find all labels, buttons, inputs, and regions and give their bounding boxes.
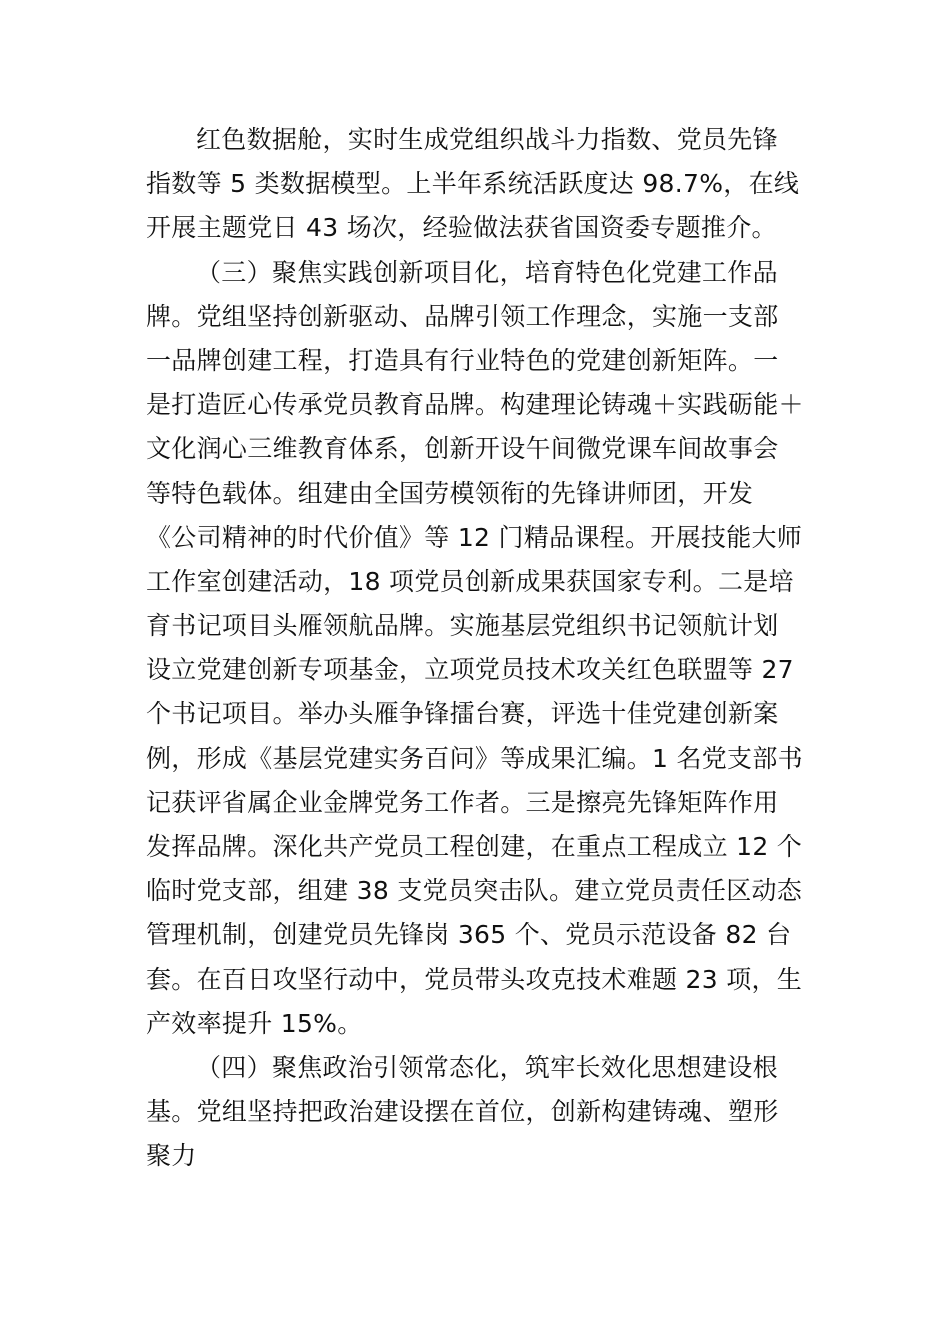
text-line: 开展主题党日 43 场次，经验做法获省国资委专题推介。 [146, 213, 777, 243]
text-line: 管理机制，创建党员先锋岗 365 个、党员示范设备 82 台 [146, 920, 792, 950]
text-line: 个书记项目。举办头雁争锋擂台赛，评选十佳党建创新案 [146, 699, 779, 729]
text-line: 产效率提升 15%。 [146, 1008, 363, 1038]
text-line: 聚力 [146, 1141, 197, 1171]
text-line: 例，形成《基层党建实务百问》等成果汇编。1 名党支部书 [146, 743, 803, 773]
text-line: 育书记项目头雁领航品牌。实施基层党组织书记领航计划 [146, 611, 779, 641]
text-line: 文化润心三维教育体系，创新开设午间微党课车间故事会 [146, 434, 779, 464]
text-line: 设立党建创新专项基金，立项党员技术攻关红色联盟等 27 [146, 655, 794, 685]
body-text [146, 118, 816, 1179]
text-line: （三）聚焦实践创新项目化，培育特色化党建工作品 [196, 257, 778, 287]
text-line: 指数等 5 类数据模型。上半年系统活跃度达 98.7%，在线 [146, 169, 800, 199]
text-line: 红色数据舱，实时生成党组织战斗力指数、党员先锋 [196, 125, 778, 154]
text-line: 是打造匠心传承党员教育品牌。构建理论铸魂＋实践砺能＋ [146, 390, 804, 420]
text-line: 基。党组坚持把政治建设摆在首位，创新构建铸魂、塑形 [146, 1097, 779, 1127]
text-line: 牌。党组坚持创新驱动、品牌引领工作理念，实施一支部 [146, 301, 779, 331]
text-line: 记获评省属企业金牌党务工作者。三是擦亮先锋矩阵作用 [146, 787, 779, 817]
text-line: 一品牌创建工程，打造具有行业特色的党建创新矩阵。一 [146, 345, 779, 375]
text-line: 套。在百日攻坚行动中，党员带头攻克技术难题 23 项，生 [146, 964, 803, 994]
text-line: 发挥品牌。深化共产党员工程创建，在重点工程成立 12 个 [146, 832, 803, 861]
text-line: 工作室创建活动，18 项党员创新成果获国家专利。二是培 [146, 566, 794, 596]
text-line: 等特色载体。组建由全国劳模领衔的先锋讲师团，开发 [146, 478, 754, 508]
text-line: 临时党支部，组建 38 支党员突击队。建立党员责任区动态 [146, 876, 803, 906]
text-line: 《公司精神的时代价值》等 12 门精品课程。开展技能大师 [146, 522, 803, 552]
text-line: （四）聚焦政治引领常态化，筑牢长效化思想建设根 [196, 1052, 778, 1082]
